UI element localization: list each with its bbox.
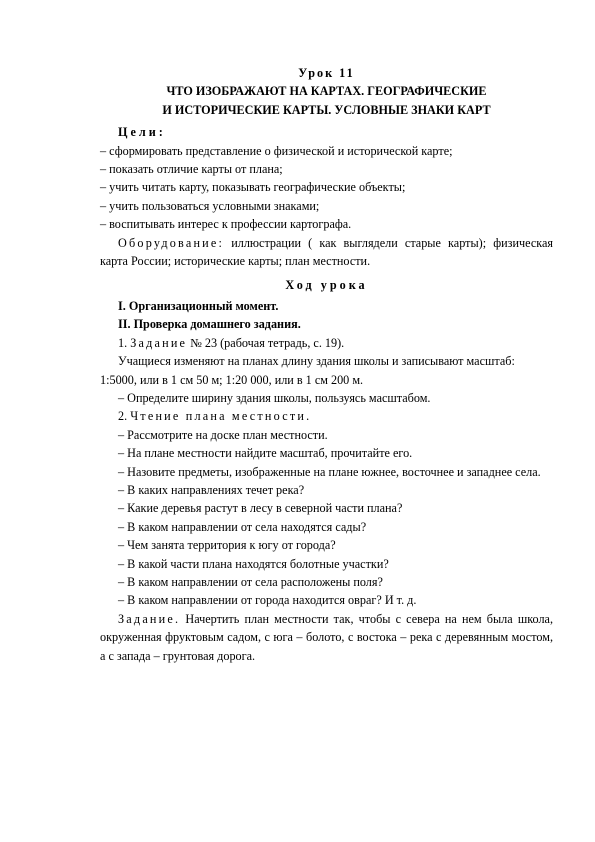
goal-item: – показать отличие карты от плана; bbox=[100, 162, 283, 177]
goal-item: – учить пользоваться условными знаками; bbox=[100, 198, 320, 213]
goals-heading: Цели: bbox=[118, 125, 166, 140]
task-2-question: – Чем занята территория к югу от города? bbox=[118, 538, 336, 553]
equipment-text: иллюстрации ( как выглядели старые карты); физическая карта России; исторические карты; план местности. bbox=[100, 235, 553, 269]
course-heading: Ход урока bbox=[285, 278, 368, 293]
task-2-question: – В каких направлениях течет река? bbox=[118, 482, 305, 497]
task-2-question: – На плане местности найдите масштаб, прочитайте его. bbox=[118, 446, 413, 461]
task-2-question: – Рассмотрите на доске план местности. bbox=[118, 427, 328, 442]
task-2-heading bbox=[100, 407, 553, 425]
equipment-label: Оборудование: bbox=[118, 235, 225, 250]
task-2-number: 2. bbox=[118, 409, 131, 424]
task-2-question: – В какой части плана находятся болотные участки? bbox=[118, 556, 389, 571]
lesson-title-line-2: И ИСТОРИЧЕСКИЕ КАРТЫ. УСЛОВНЫЕ ЗНАКИ КАРТ bbox=[162, 102, 491, 117]
equipment-paragraph bbox=[100, 234, 553, 271]
goal-item: – сформировать представление о физической и исторической карте; bbox=[100, 143, 453, 158]
final-task-paragraph bbox=[100, 610, 553, 665]
task-1-number: 1. bbox=[118, 335, 131, 350]
task-1-label: Задание bbox=[130, 335, 188, 350]
lesson-number: Урок 11 bbox=[298, 66, 355, 80]
task-1-text: № 23 (рабочая тетрадь, с. 19). bbox=[187, 335, 345, 350]
goal-item: – воспитывать интерес к профессии картографа. bbox=[100, 217, 352, 232]
task-1-description: Учащиеся изменяют на планах длину здания школы и записывают масштаб: 1:5000, или в 1 см 50 м; 1:20 000, или в 1 см 200 м. bbox=[100, 354, 515, 387]
lesson-title-line-1: ЧТО ИЗОБРАЖАЮТ НА КАРТАХ. ГЕОГРАФИЧЕСКИЕ bbox=[166, 84, 487, 99]
task-1-heading bbox=[100, 334, 553, 352]
task-2-label: Чтение плана местности. bbox=[130, 409, 312, 424]
final-task-text: Начертить план местности так, чтобы с севера на нем была школа, окруженная фруктовым садом, с юга – болото, с востока – река с деревянным мостом, а с запада – грунтовая дорога. bbox=[100, 611, 553, 663]
section-organizational: I. Организационный момент. bbox=[118, 298, 279, 313]
goal-item: – учить читать карту, показывать географические объекты; bbox=[100, 180, 406, 195]
task-2-question: – Какие деревья растут в лесу в северной части плана? bbox=[118, 501, 403, 516]
section-homework-check: II. Проверка домашнего задания. bbox=[118, 317, 301, 332]
task-2-question: – Назовите предметы, изображенные на плане южнее, восточнее и западнее села. bbox=[118, 464, 541, 479]
task-2-question: – В каком направлении от города находится овраг? И т. д. bbox=[118, 593, 417, 608]
task-1-question: – Определите ширину здания школы, пользуясь масштабом. bbox=[118, 390, 431, 405]
document-body bbox=[100, 64, 553, 665]
final-task-label: Задание. bbox=[118, 611, 181, 626]
task-2-question: – В каком направлении от села находятся сады? bbox=[118, 519, 367, 534]
task-2-question: – В каком направлении от села расположены поля? bbox=[118, 574, 383, 589]
